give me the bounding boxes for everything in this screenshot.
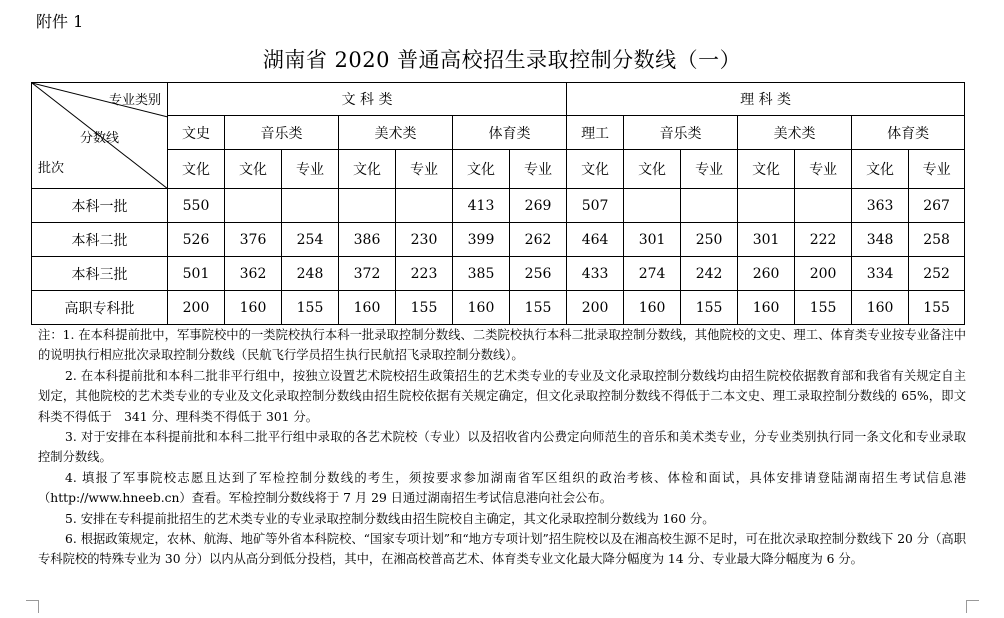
score-cell: 254 — [282, 223, 339, 257]
score-cell: 399 — [453, 223, 510, 257]
score-cell: 372 — [339, 257, 396, 291]
col-label: 专业 — [909, 150, 965, 189]
score-cell: 155 — [681, 291, 738, 325]
col-label: 专业 — [795, 150, 852, 189]
score-cell: 385 — [453, 257, 510, 291]
note-paragraph: 4. 填报了军事院校志愿且达到了军检控制分数线的考生，须按要求参加湖南省军区组织的政治考核、体检和面试，具体安排请登陆湖南招生考试信息港（http://www.hneeb.cn）查看。军检控制分数线将于 7 月 29 日通过湖南招生考试信息港向社会公布。 — [38, 470, 966, 506]
score-cell: 386 — [339, 223, 396, 257]
col-label: 专业 — [510, 150, 567, 189]
col-label: 文化 — [852, 150, 909, 189]
col-label: 文化 — [168, 150, 225, 189]
score-cell: 258 — [909, 223, 965, 257]
corner-label-batch: 批次 — [38, 161, 65, 176]
page-corner-mark-left — [26, 600, 39, 613]
score-cell — [339, 189, 396, 223]
col-label: 文化 — [624, 150, 681, 189]
subgroup-header: 理工 — [567, 116, 624, 150]
score-cell: 200 — [795, 257, 852, 291]
score-cell — [795, 189, 852, 223]
col-label: 专业 — [681, 150, 738, 189]
score-cell: 200 — [168, 291, 225, 325]
score-cell: 252 — [909, 257, 965, 291]
group-header-wen: 文 科 类 — [168, 83, 567, 116]
score-cell: 160 — [624, 291, 681, 325]
corner-label-category: 专业类别 — [108, 93, 161, 108]
score-cell: 155 — [510, 291, 567, 325]
score-cell: 301 — [738, 223, 795, 257]
score-cell: 334 — [852, 257, 909, 291]
header-corner-cell — [32, 83, 168, 189]
score-cell: 160 — [225, 291, 282, 325]
score-cell: 155 — [795, 291, 852, 325]
subgroup-header: 体育类 — [453, 116, 567, 150]
score-cell: 230 — [396, 223, 453, 257]
score-cell: 262 — [510, 223, 567, 257]
score-cell: 501 — [168, 257, 225, 291]
table-row — [32, 291, 965, 325]
subgroup-header: 音乐类 — [624, 116, 738, 150]
page-corner-mark-right — [966, 600, 979, 613]
score-cell: 363 — [852, 189, 909, 223]
score-cell: 362 — [225, 257, 282, 291]
table-row — [32, 189, 965, 223]
score-cell: 222 — [795, 223, 852, 257]
score-cell: 242 — [681, 257, 738, 291]
group-header-li: 理 科 类 — [567, 83, 965, 116]
note-paragraph: 3. 对于安排在本科提前批和本科二批平行组中录取的各艺术院校（专业）以及招收省内公费定向师范生的音乐和美术类专业，分专业类别执行同一条文化和专业录取控制分数线。 — [38, 430, 966, 465]
score-cell: 269 — [510, 189, 567, 223]
score-cell: 348 — [852, 223, 909, 257]
score-cell: 413 — [453, 189, 510, 223]
batch-label: 本科一批 — [32, 189, 168, 223]
score-cell: 160 — [453, 291, 510, 325]
notes-section — [38, 325, 966, 570]
attachment-label: 附件 1 — [36, 12, 84, 31]
subgroup-header: 文史 — [168, 116, 225, 150]
score-cell: 223 — [396, 257, 453, 291]
score-cell: 256 — [510, 257, 567, 291]
score-cell — [282, 189, 339, 223]
table-row — [32, 223, 965, 257]
page-title: 湖南省 2020 普通高校招生录取控制分数线（一） — [262, 48, 742, 72]
col-label: 文化 — [453, 150, 510, 189]
subgroup-header: 美术类 — [738, 116, 852, 150]
score-table — [31, 82, 965, 325]
col-label: 文化 — [738, 150, 795, 189]
score-cell: 507 — [567, 189, 624, 223]
score-cell — [681, 189, 738, 223]
score-cell: 550 — [168, 189, 225, 223]
note-paragraph: 注：1. 在本科提前批中，军事院校中的一类院校执行本科一批录取控制分数线、二类院校执行本科二批录取控制分数线，其他院校的文史、理工、体育类专业按专业备注中的说明执行相应批次录取控制分数线（民航飞行学员招生执行民航招飞录取控制分数线）。 — [38, 328, 966, 363]
score-cell: 526 — [168, 223, 225, 257]
score-cell: 376 — [225, 223, 282, 257]
note-paragraph: 2. 在本科提前批和本科二批非平行组中，按独立设置艺术院校招生政策招生的艺术类专业的专业及文化录取控制分数线均由招生院校依据教育部和我省有关规定自主划定，其他院校的艺术类专业的专业及文化录取控制分数线由招生院校依据有关规定确定，但文化录取控制分数线不得低于二本文史、理工录取控制分数线的 65%，即文科类不得低于 341 分、理科类不得低于 301 分。 — [38, 368, 966, 424]
score-cell: 160 — [738, 291, 795, 325]
score-cell: 301 — [624, 223, 681, 257]
col-label: 专业 — [282, 150, 339, 189]
batch-label: 本科三批 — [32, 257, 168, 291]
score-cell — [624, 189, 681, 223]
col-label: 文化 — [567, 150, 624, 189]
batch-label: 高职专科批 — [32, 291, 168, 325]
score-cell: 155 — [396, 291, 453, 325]
score-cell: 160 — [852, 291, 909, 325]
score-cell: 200 — [567, 291, 624, 325]
note-paragraph: 6. 根据政策规定，农林、航海、地矿等外省本科院校、“国家专项计划”和“地方专项计划”招生院校以及在湘高校生源不足时，可在批次录取控制分数线下 20 分（高职专科院校的特殊专业为 30 分）以内从高分到低分投档，其中，在湘高校普高艺术、体育类专业文化最大降分幅度为 14 分、专业最大降分幅度为 6 分。 — [38, 532, 966, 567]
score-cell — [738, 189, 795, 223]
subgroup-header: 音乐类 — [225, 116, 339, 150]
note-paragraph: 5. 安排在专科提前批招生的艺术类专业的专业录取控制分数线由招生院校自主确定，其文化录取控制分数线为 160 分。 — [65, 511, 715, 526]
score-cell — [396, 189, 453, 223]
subgroup-header: 体育类 — [852, 116, 965, 150]
col-label: 专业 — [396, 150, 453, 189]
score-cell: 260 — [738, 257, 795, 291]
col-label: 文化 — [225, 150, 282, 189]
score-cell: 250 — [681, 223, 738, 257]
table-row — [32, 257, 965, 291]
score-cell: 155 — [909, 291, 965, 325]
subgroup-header: 美术类 — [339, 116, 453, 150]
score-cell — [225, 189, 282, 223]
score-cell: 274 — [624, 257, 681, 291]
score-cell: 433 — [567, 257, 624, 291]
score-cell: 160 — [339, 291, 396, 325]
col-label: 文化 — [339, 150, 396, 189]
batch-label: 本科二批 — [32, 223, 168, 257]
score-cell: 464 — [567, 223, 624, 257]
corner-label-score: 分数线 — [80, 131, 120, 146]
score-cell: 267 — [909, 189, 965, 223]
score-cell: 155 — [282, 291, 339, 325]
score-cell: 248 — [282, 257, 339, 291]
